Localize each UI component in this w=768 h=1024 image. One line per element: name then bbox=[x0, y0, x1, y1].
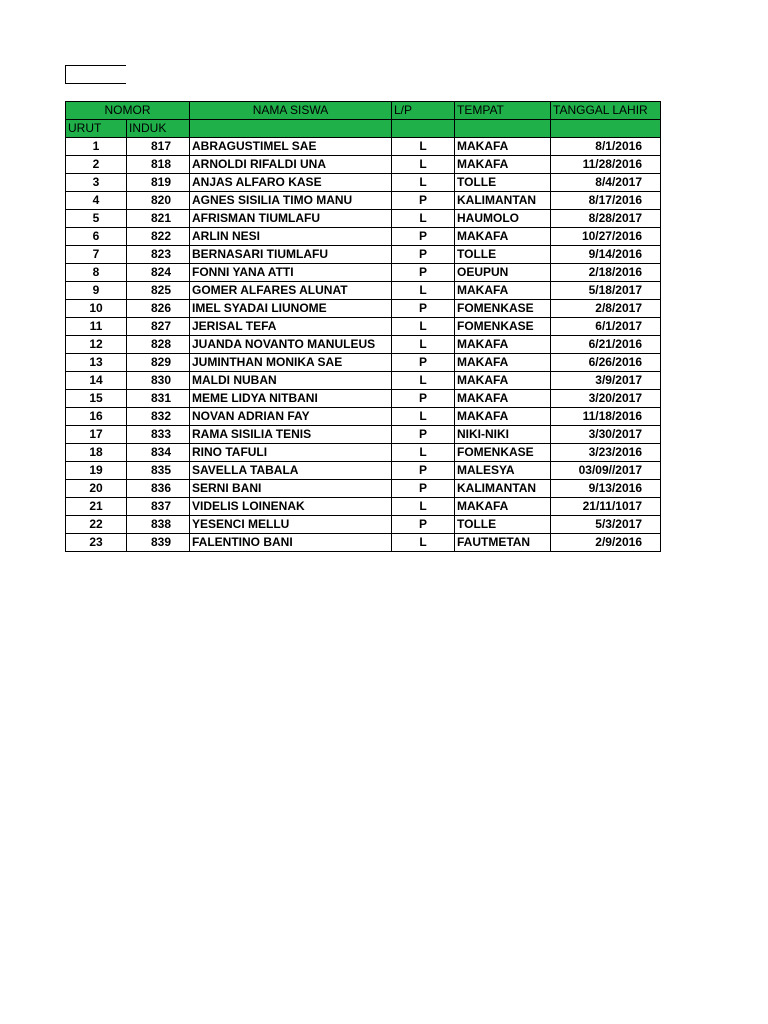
cell-urut[interactable]: 16 bbox=[66, 408, 127, 426]
cell-induk[interactable]: 818 bbox=[127, 156, 190, 174]
cell-urut[interactable]: 4 bbox=[66, 192, 127, 210]
cell-nama-siswa[interactable]: FALENTINO BANI bbox=[190, 534, 392, 552]
cell-induk[interactable]: 822 bbox=[127, 228, 190, 246]
cell-induk[interactable]: 830 bbox=[127, 372, 190, 390]
cell-lp[interactable]: P bbox=[392, 246, 455, 264]
cell-urut[interactable]: 6 bbox=[66, 228, 127, 246]
cell-lp[interactable]: L bbox=[392, 372, 455, 390]
cell-urut[interactable]: 7 bbox=[66, 246, 127, 264]
table-row bbox=[66, 516, 661, 534]
cell-induk[interactable]: 829 bbox=[127, 354, 190, 372]
cell-tempat[interactable]: KALIMANTAN bbox=[455, 192, 551, 210]
cell-induk[interactable]: 821 bbox=[127, 210, 190, 228]
cell-induk[interactable]: 820 bbox=[127, 192, 190, 210]
cell-urut[interactable]: 21 bbox=[66, 498, 127, 516]
cell-tempat[interactable]: TOLLE bbox=[455, 174, 551, 192]
header-empty-cell[interactable] bbox=[392, 120, 455, 138]
header-row-sub bbox=[66, 120, 661, 138]
table-row bbox=[66, 480, 661, 498]
header-nomor[interactable]: NOMOR bbox=[66, 102, 190, 120]
cell-lp[interactable]: L bbox=[392, 138, 455, 156]
header-row-top bbox=[66, 102, 661, 120]
table-row bbox=[66, 390, 661, 408]
cell-lp[interactable]: P bbox=[392, 462, 455, 480]
cell-nama-siswa[interactable]: NOVAN ADRIAN FAY bbox=[190, 408, 392, 426]
cell-urut[interactable]: 12 bbox=[66, 336, 127, 354]
cell-tempat[interactable]: OEUPUN bbox=[455, 264, 551, 282]
cell-nama-siswa[interactable]: JERISAL TEFA bbox=[190, 318, 392, 336]
cell-tempat[interactable]: KALIMANTAN bbox=[455, 480, 551, 498]
cell-induk[interactable]: 836 bbox=[127, 480, 190, 498]
cell-urut[interactable]: 14 bbox=[66, 372, 127, 390]
cell-nama-siswa[interactable]: BERNASARI TIUMLAFU bbox=[190, 246, 392, 264]
table-row bbox=[66, 498, 661, 516]
cell-tanggal-lahir[interactable]: 3/23/2016 bbox=[551, 444, 661, 462]
cell-tanggal-lahir[interactable]: 3/9/2017 bbox=[551, 372, 661, 390]
cell-nama-siswa[interactable]: JUMINTHAN MONIKA SAE bbox=[190, 354, 392, 372]
cell-induk[interactable]: 824 bbox=[127, 264, 190, 282]
cell-urut[interactable]: 13 bbox=[66, 354, 127, 372]
table-row bbox=[66, 336, 661, 354]
header-urut[interactable]: URUT bbox=[66, 120, 127, 138]
cell-induk[interactable]: 819 bbox=[127, 174, 190, 192]
cell-induk[interactable]: 823 bbox=[127, 246, 190, 264]
cell-urut[interactable]: 20 bbox=[66, 480, 127, 498]
cell-lp[interactable]: L bbox=[392, 336, 455, 354]
cell-induk[interactable]: 817 bbox=[127, 138, 190, 156]
cell-tempat[interactable]: MAKAFA bbox=[455, 156, 551, 174]
cell-nama-siswa[interactable]: SERNI BANI bbox=[190, 480, 392, 498]
cell-lp[interactable]: L bbox=[392, 408, 455, 426]
cell-lp[interactable]: L bbox=[392, 210, 455, 228]
cell-urut[interactable]: 17 bbox=[66, 426, 127, 444]
cell-tempat[interactable]: MAKAFA bbox=[455, 282, 551, 300]
cell-urut[interactable]: 2 bbox=[66, 156, 127, 174]
table-row bbox=[66, 462, 661, 480]
cell-tempat[interactable]: MALESYA bbox=[455, 462, 551, 480]
cell-tanggal-lahir[interactable]: 9/14/2016 bbox=[551, 246, 661, 264]
cell-nama-siswa[interactable]: ANJAS ALFARO KASE bbox=[190, 174, 392, 192]
cell-urut[interactable]: 18 bbox=[66, 444, 127, 462]
cell-induk[interactable]: 827 bbox=[127, 318, 190, 336]
cell-induk[interactable]: 834 bbox=[127, 444, 190, 462]
cell-tempat[interactable]: TOLLE bbox=[455, 246, 551, 264]
cell-lp[interactable]: P bbox=[392, 228, 455, 246]
cell-lp[interactable]: L bbox=[392, 444, 455, 462]
cell-tanggal-lahir[interactable]: 11/18/2016 bbox=[551, 408, 661, 426]
table-row bbox=[66, 354, 661, 372]
cell-induk[interactable]: 838 bbox=[127, 516, 190, 534]
cell-urut[interactable]: 3 bbox=[66, 174, 127, 192]
table-row bbox=[66, 246, 661, 264]
cell-urut[interactable]: 23 bbox=[66, 534, 127, 552]
cell-tempat[interactable]: MAKAFA bbox=[455, 498, 551, 516]
cell-tanggal-lahir[interactable]: 5/3/2017 bbox=[551, 516, 661, 534]
cell-nama-siswa[interactable]: ARNOLDI RIFALDI UNA bbox=[190, 156, 392, 174]
header-empty-cell[interactable] bbox=[551, 120, 661, 138]
cell-induk[interactable]: 835 bbox=[127, 462, 190, 480]
table-row bbox=[66, 228, 661, 246]
cell-lp[interactable]: L bbox=[392, 282, 455, 300]
table-row bbox=[66, 138, 661, 156]
cell-urut[interactable]: 9 bbox=[66, 282, 127, 300]
cell-tempat[interactable]: FAUTMETAN bbox=[455, 534, 551, 552]
cell-urut[interactable]: 19 bbox=[66, 462, 127, 480]
cell-induk[interactable]: 833 bbox=[127, 426, 190, 444]
cell-tanggal-lahir[interactable]: 6/21/2016 bbox=[551, 336, 661, 354]
cell-tanggal-lahir[interactable]: 03/09//2017 bbox=[551, 462, 661, 480]
cell-tanggal-lahir[interactable]: 9/13/2016 bbox=[551, 480, 661, 498]
table-row bbox=[66, 192, 661, 210]
header-empty-cell[interactable] bbox=[190, 120, 392, 138]
cell-urut[interactable]: 1 bbox=[66, 138, 127, 156]
header-empty-cell[interactable] bbox=[455, 120, 551, 138]
cell-tempat[interactable]: MAKAFA bbox=[455, 138, 551, 156]
cell-lp[interactable]: P bbox=[392, 192, 455, 210]
cell-tempat[interactable]: MAKAFA bbox=[455, 408, 551, 426]
cell-urut[interactable]: 15 bbox=[66, 390, 127, 408]
cell-tanggal-lahir[interactable]: 2/8/2017 bbox=[551, 300, 661, 318]
cell-induk[interactable]: 837 bbox=[127, 498, 190, 516]
cell-nama-siswa[interactable]: AFRISMAN TIUMLAFU bbox=[190, 210, 392, 228]
table-row bbox=[66, 372, 661, 390]
cell-nama-siswa[interactable]: FONNI YANA ATTI bbox=[190, 264, 392, 282]
cell-lp[interactable]: P bbox=[392, 516, 455, 534]
table-row bbox=[66, 534, 661, 552]
cell-tempat[interactable]: MAKAFA bbox=[455, 372, 551, 390]
cell-lp[interactable]: L bbox=[392, 318, 455, 336]
table-row bbox=[66, 156, 661, 174]
cell-tempat[interactable]: HAUMOLO bbox=[455, 210, 551, 228]
cell-nama-siswa[interactable]: RINO TAFULI bbox=[190, 444, 392, 462]
cell-lp[interactable]: L bbox=[392, 156, 455, 174]
cell-nama-siswa[interactable]: AGNES SISILIA TIMO MANU bbox=[190, 192, 392, 210]
header-induk[interactable]: INDUK bbox=[127, 120, 190, 138]
header-tempat[interactable]: TEMPAT bbox=[455, 102, 551, 120]
table-row bbox=[66, 426, 661, 444]
cell-nama-siswa[interactable]: MEME LIDYA NITBANI bbox=[190, 390, 392, 408]
cell-tanggal-lahir[interactable]: 8/28/2017 bbox=[551, 210, 661, 228]
cell-urut[interactable]: 8 bbox=[66, 264, 127, 282]
cell-induk[interactable]: 832 bbox=[127, 408, 190, 426]
cell-tanggal-lahir[interactable]: 3/30/2017 bbox=[551, 426, 661, 444]
cell-tanggal-lahir[interactable]: 2/9/2016 bbox=[551, 534, 661, 552]
table-row bbox=[66, 210, 661, 228]
cell-induk[interactable]: 839 bbox=[127, 534, 190, 552]
cell-tanggal-lahir[interactable]: 6/1/2017 bbox=[551, 318, 661, 336]
cell-induk[interactable]: 828 bbox=[127, 336, 190, 354]
cell-lp[interactable]: L bbox=[392, 498, 455, 516]
table-row bbox=[66, 444, 661, 462]
table-row bbox=[66, 174, 661, 192]
cell-induk[interactable]: 831 bbox=[127, 390, 190, 408]
cell-nama-siswa[interactable]: MALDI NUBAN bbox=[190, 372, 392, 390]
cell-tanggal-lahir[interactable]: 8/17/2016 bbox=[551, 192, 661, 210]
cell-tempat[interactable]: MAKAFA bbox=[455, 336, 551, 354]
cell-tanggal-lahir[interactable]: 5/18/2017 bbox=[551, 282, 661, 300]
cell-lp[interactable]: P bbox=[392, 390, 455, 408]
cell-lp[interactable]: P bbox=[392, 480, 455, 498]
cell-nama-siswa[interactable]: IMEL SYADAI LIUNOME bbox=[190, 300, 392, 318]
header-nama-siswa[interactable]: NAMA SISWA bbox=[190, 102, 392, 120]
cell-tanggal-lahir[interactable]: 11/28/2016 bbox=[551, 156, 661, 174]
cell-tanggal-lahir[interactable]: 8/4/2017 bbox=[551, 174, 661, 192]
cell-induk[interactable]: 825 bbox=[127, 282, 190, 300]
cell-tempat[interactable]: FOMENKASE bbox=[455, 300, 551, 318]
cell-induk[interactable]: 826 bbox=[127, 300, 190, 318]
table-row bbox=[66, 318, 661, 336]
cell-tanggal-lahir[interactable]: 21/11/1017 bbox=[551, 498, 661, 516]
cell-nama-siswa[interactable]: ARLIN NESI bbox=[190, 228, 392, 246]
cell-lp[interactable]: L bbox=[392, 174, 455, 192]
cell-urut[interactable]: 22 bbox=[66, 516, 127, 534]
cell-tanggal-lahir[interactable]: 2/18/2016 bbox=[551, 264, 661, 282]
cell-nama-siswa[interactable]: VIDELIS LOINENAK bbox=[190, 498, 392, 516]
cell-tempat[interactable]: FOMENKASE bbox=[455, 444, 551, 462]
header-tanggal-lahir[interactable]: TANGGAL LAHIR bbox=[551, 102, 661, 120]
table-row bbox=[66, 300, 661, 318]
cell-lp[interactable]: P bbox=[392, 300, 455, 318]
cell-tempat[interactable]: NIKI-NIKI bbox=[455, 426, 551, 444]
cell-lp[interactable]: P bbox=[392, 426, 455, 444]
cell-urut[interactable]: 10 bbox=[66, 300, 127, 318]
cell-tanggal-lahir[interactable]: 10/27/2016 bbox=[551, 228, 661, 246]
empty-cell-box[interactable] bbox=[65, 65, 126, 84]
cell-nama-siswa[interactable]: SAVELLA TABALA bbox=[190, 462, 392, 480]
cell-tanggal-lahir[interactable]: 3/20/2017 bbox=[551, 390, 661, 408]
table-row bbox=[66, 264, 661, 282]
cell-tanggal-lahir[interactable]: 8/1/2016 bbox=[551, 138, 661, 156]
student-table bbox=[65, 101, 661, 552]
cell-tempat[interactable]: MAKAFA bbox=[455, 390, 551, 408]
cell-tempat[interactable]: FOMENKASE bbox=[455, 318, 551, 336]
cell-lp[interactable]: L bbox=[392, 534, 455, 552]
cell-urut[interactable]: 11 bbox=[66, 318, 127, 336]
cell-tempat[interactable]: TOLLE bbox=[455, 516, 551, 534]
cell-tempat[interactable]: MAKAFA bbox=[455, 228, 551, 246]
cell-nama-siswa[interactable]: GOMER ALFARES ALUNAT bbox=[190, 282, 392, 300]
cell-nama-siswa[interactable]: RAMA SISILIA TENIS bbox=[190, 426, 392, 444]
table-row bbox=[66, 408, 661, 426]
table-row bbox=[66, 282, 661, 300]
cell-tanggal-lahir[interactable]: 6/26/2016 bbox=[551, 354, 661, 372]
cell-lp[interactable]: P bbox=[392, 264, 455, 282]
cell-nama-siswa[interactable]: ABRAGUSTIMEL SAE bbox=[190, 138, 392, 156]
cell-tempat[interactable]: MAKAFA bbox=[455, 354, 551, 372]
cell-nama-siswa[interactable]: JUANDA NOVANTO MANULEUS bbox=[190, 336, 392, 354]
header-lp[interactable]: L/P bbox=[392, 102, 455, 120]
cell-nama-siswa[interactable]: YESENCI MELLU bbox=[190, 516, 392, 534]
cell-urut[interactable]: 5 bbox=[66, 210, 127, 228]
cell-lp[interactable]: P bbox=[392, 354, 455, 372]
